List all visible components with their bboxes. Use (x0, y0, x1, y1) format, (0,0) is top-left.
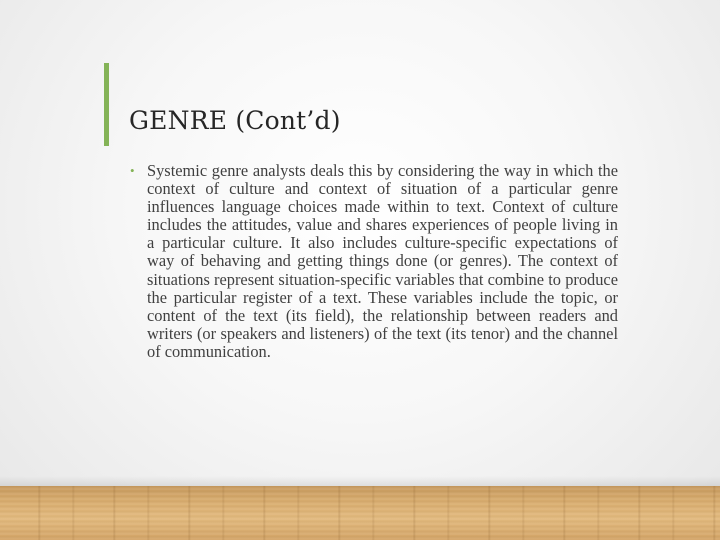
bullet-icon: • (130, 163, 135, 178)
bullet-item (129, 162, 618, 361)
wood-floor-background (0, 486, 720, 540)
slide-content (129, 162, 618, 361)
title-accent-bar (104, 63, 109, 146)
slide-title: GENRE (Cont’d) (129, 106, 341, 135)
bullet-text: Systemic genre analysts deals this by considering the way in which the context of culture and context of situation of a particular genre influences language choices made within to text. Context of culture includes the attitudes, value and shares experiences of people living in a particular culture. It also includes culture-specific expectations of way of behaving and getting things done (or genres). The context of situations represent situation-specific variables that combine to produce the particular register of a text. These variables include the topic, or content of the text (its field), the relationship between readers and writers (or speakers and listeners) of the text (its tenor) and the channel of communication. (147, 161, 618, 361)
